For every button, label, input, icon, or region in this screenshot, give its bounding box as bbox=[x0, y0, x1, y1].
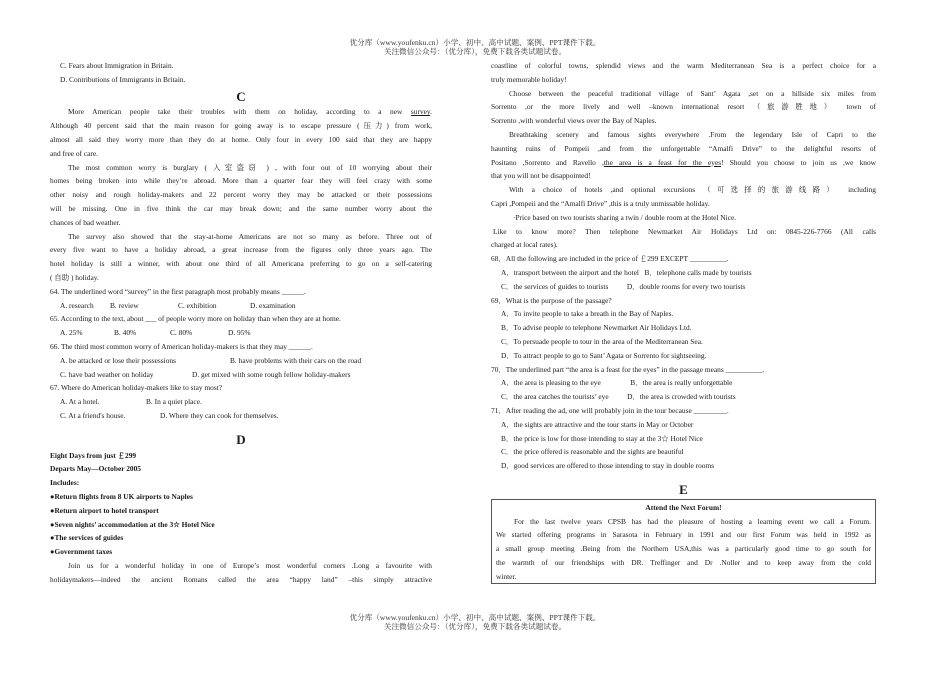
text-line: and free of care. bbox=[50, 148, 99, 158]
question-options bbox=[50, 368, 432, 382]
text-line: truly memorable holiday! bbox=[491, 74, 567, 84]
text-line: other noisy and rough holiday-makers and 22 percent worry they may be attacked or their possessions bbox=[50, 190, 432, 200]
underlined-phrase: the area is a feast for the eyes bbox=[603, 157, 722, 167]
text-line bbox=[50, 105, 432, 119]
left-column bbox=[50, 59, 432, 586]
option-d[interactable]: D．To attract people to go to Sant’ Agata or Sorrento for sightseeing. bbox=[501, 350, 707, 360]
text-line: Sorrento ,with wonderful views over the Bay of Naples. bbox=[491, 116, 657, 126]
question-stem: 67. Where do American holiday-makers like to stay most? bbox=[50, 383, 223, 393]
text-line: almost all said they worry more than they do at home. Only four in every 100 said that they are happy bbox=[50, 134, 432, 144]
ad-summary bbox=[50, 449, 432, 559]
text-line: the warmth of our friendships with DR. Treffinger and Dr .Noller and to keep away from the cold bbox=[496, 557, 871, 567]
text-line: Choose between the peaceful traditional village of Sant’ Agata ,set on a hillside six miles from bbox=[509, 88, 876, 98]
question-options bbox=[50, 299, 432, 313]
question-stem: 68．All the following are included in the price of ￡299 EXCEPT __________. bbox=[491, 254, 729, 264]
option-b[interactable]: B. have problems with their cars on the road bbox=[230, 355, 362, 365]
option-b[interactable]: B．To advise people to telephone Newmarket Air Holidays Ltd. bbox=[501, 323, 692, 333]
question-stem: 71．After reading the ad, one will probably join in the tour because _________. bbox=[491, 405, 729, 415]
section-d-paragraph-1-cont bbox=[491, 59, 876, 87]
text-line: haunting ruins of Pompeii ,and from the unforgettable “Amalfi Drive” to the delightful resorts of bbox=[491, 143, 876, 153]
option-a[interactable]: A．To invite people to take a breath in the Bay of Naples. bbox=[501, 309, 674, 319]
header-line-2: 关注微信公众号：（优分库），免费下载各类试题试卷。 bbox=[383, 47, 567, 56]
text-line: ( 自助 ) holiday. bbox=[50, 272, 99, 282]
text-line: Breathtaking scenery and famous sights everywhere .From the legendary Isle of Capri to the bbox=[509, 129, 876, 139]
option-c[interactable]: C. At a friend's house. bbox=[60, 410, 126, 420]
text-span: Positano ,Sorrento and Ravello , bbox=[491, 157, 604, 167]
option-d[interactable]: D. 95% bbox=[228, 328, 251, 338]
ad-bullet: ●Return flights from 8 UK airports to Naples bbox=[50, 491, 193, 501]
question-options bbox=[50, 395, 432, 409]
option-b[interactable]: B. In a quiet place. bbox=[146, 397, 202, 407]
question-71 bbox=[491, 404, 876, 473]
option-row[interactable]: C．the area catches the tourists’ eye D．the area is crowded with tourists bbox=[501, 392, 736, 402]
option-a[interactable]: A．the sights are attractive and the tour starts in May or October bbox=[501, 419, 694, 429]
text-line: Like to know more? Then telephone Newmarket Air Holidays Ltd on: 0845-226-7766 (All calls bbox=[493, 226, 876, 236]
option-d[interactable]: D．good services are offered to those intending to stay in double rooms bbox=[501, 461, 715, 471]
section-c-paragraph-2 bbox=[50, 161, 432, 230]
text-line: that you will not be disappointed! bbox=[491, 171, 591, 181]
question-68 bbox=[491, 252, 876, 293]
text-line: Sorrento ,or the more lively and well –known international resort （旅游胜地） town of bbox=[491, 102, 876, 112]
text-line: a small group meeting .Being from the Northern USA,this was a particularly good time to go south for bbox=[496, 544, 871, 554]
section-e-heading: E bbox=[679, 481, 688, 497]
option-row[interactable]: A．transport between the airport and the hotel B．telephone calls made by tourists bbox=[501, 267, 752, 277]
question-66 bbox=[50, 340, 432, 381]
question-options bbox=[50, 354, 432, 368]
section-d-paragraph-1 bbox=[50, 559, 432, 587]
option-d[interactable]: D. get mixed with some rough fellow holiday-makers bbox=[192, 369, 351, 379]
text-line: will be missing. One in five think the car may break down; and the same number worry about the bbox=[50, 203, 432, 213]
text-line: homes being broken into while they’re abroad. More than a quarter fear they will feel crazy with some bbox=[50, 176, 432, 186]
option-c[interactable]: C. have bad weather on holiday bbox=[60, 369, 154, 379]
section-d-heading: D bbox=[236, 431, 246, 447]
text-line: coastline of colorful towns, splendid views and the warm Mediterranean Sea is a perfect choice for a bbox=[491, 61, 876, 70]
option-c[interactable]: C. exhibition bbox=[178, 300, 217, 310]
ad-includes: Includes: bbox=[50, 478, 80, 488]
underlined-word-survey: survey bbox=[410, 107, 431, 117]
page-footer bbox=[0, 613, 950, 631]
question-options bbox=[50, 409, 432, 423]
text-line: holidaymakers—indeed the ancient Romans called the area “happy land” –this simply attractive bbox=[50, 574, 432, 584]
question-stem: 65. According to the text, about ___ of people worry more on holiday than when they are at home. bbox=[50, 314, 341, 324]
text-span: ! Should you choose to join us ,we know bbox=[721, 157, 876, 167]
text-line: Although 40 percent said that the main reason for going away is to escape pressure (压力) from work, bbox=[50, 121, 432, 131]
option-a[interactable]: A. be attacked or lose their possessions bbox=[60, 355, 176, 365]
page-header bbox=[0, 38, 950, 56]
option-b[interactable]: B. 40% bbox=[114, 328, 137, 338]
option-c[interactable]: C. 80% bbox=[170, 328, 193, 338]
text-line: hotel holiday is still a winner, with about one third of all Americana preferring to go on a self-catering bbox=[50, 259, 432, 269]
price-note: ·Price based on two tourists sharing a twin / double room at the Hotel Nice. bbox=[513, 212, 737, 222]
text-line bbox=[491, 156, 876, 170]
question-stem: 64. The underlined word “survey” in the first paragraph most probably means ______. bbox=[50, 286, 306, 296]
text-line: We started offering programs in Sarasota in February in 1991 and our first Forum was held in 1992 as bbox=[496, 530, 871, 540]
ad-departs: Departs May—October 2005 bbox=[50, 464, 141, 474]
question-65 bbox=[50, 312, 432, 340]
section-d-paragraph-4 bbox=[491, 183, 876, 211]
question-64 bbox=[50, 285, 432, 313]
contact-info bbox=[491, 225, 876, 253]
option-d[interactable]: D. Where they can cook for themselves. bbox=[160, 410, 279, 420]
option-d[interactable]: D. examination bbox=[250, 300, 296, 310]
option-row[interactable]: A．the area is pleasing to the eye B．the area is really unforgettable bbox=[501, 378, 733, 388]
text-line: The most common worry is burglary ( 入室盗窃 ) , with four out of 10 worrying about their bbox=[68, 162, 432, 172]
option-row[interactable]: C．the services of guides to tourists D．double rooms for every two tourists bbox=[501, 281, 746, 291]
question-stem: 66. The third most common worry of American holiday-makers is that they may ______. bbox=[50, 341, 313, 351]
text-line: Join us for a wonderful holiday in one of Europe’s most wonderful corners .Long a favourite with bbox=[68, 560, 432, 570]
forum-box bbox=[491, 499, 876, 585]
option-b[interactable]: B．the price is low for those intending to stay at the 3☆ Hotel Nice bbox=[501, 433, 703, 443]
option-a[interactable]: A. research bbox=[60, 300, 94, 310]
option-a[interactable]: A. At a hotel. bbox=[60, 397, 100, 407]
ad-bullet: ●Return airport to hotel transport bbox=[50, 505, 159, 515]
question-stem: 69．What is the purpose of the passage? bbox=[491, 295, 612, 305]
section-c-paragraph-3 bbox=[50, 230, 432, 285]
text-line: The survey also showed that the stay-at-home Americans are not so many as before. Three out of bbox=[68, 231, 432, 241]
option-c[interactable]: C．To persuade people to tour in the area of the Mediterranean Sea. bbox=[501, 336, 703, 346]
text-line: For the last twelve years CPSB has had the pleasure of hosting a learning event we call a Forum. bbox=[514, 516, 871, 526]
option-b[interactable]: B. review bbox=[110, 300, 139, 310]
question-stem: 70．The underlined part “the area is a feast for the eyes” in the passage means __________. bbox=[491, 364, 765, 374]
header-line-1: 优分库（www.youfenku.cn）小学、初中、高中试题、案例、PPT课件下载。 bbox=[349, 38, 601, 47]
section-d-paragraph-3 bbox=[491, 128, 876, 183]
text-line: With a choice of hotels ,and optional excursions （可选择的旅游线路） including bbox=[509, 185, 876, 195]
text-span: More American people take their troubles with them on holiday, according to a new bbox=[68, 107, 411, 117]
text-line: winter. bbox=[496, 571, 517, 581]
section-c-paragraph-1 bbox=[50, 105, 432, 160]
prev-option-c: C. Fears about Immigration in Britain. bbox=[60, 61, 174, 70]
right-column bbox=[491, 59, 876, 584]
option-a[interactable]: A. 25% bbox=[60, 328, 83, 338]
text-span: . bbox=[430, 107, 432, 117]
text-line: every five want to have a holiday abroad, a great increase from the figures only three years ago. The bbox=[50, 245, 432, 255]
text-line: charged at local rates). bbox=[491, 240, 558, 250]
text-line: chances of bad weather. bbox=[50, 217, 121, 227]
prev-option-d: D. Contributions of Immigrants in Britain. bbox=[60, 74, 186, 84]
question-67 bbox=[50, 381, 432, 422]
option-c[interactable]: C．the price offered is reasonable and the sights are beautiful bbox=[501, 447, 684, 457]
text-line: Capri ,Pompeii and the “Amalfi Drive” ,this is a truly unmissable holiday. bbox=[491, 198, 710, 208]
ad-price: Eight Days from just ￡299 bbox=[50, 450, 137, 460]
question-69 bbox=[491, 294, 876, 363]
forum-title: Attend the Next Forum! bbox=[645, 502, 722, 512]
footer-line-1: 优分库（www.youfenku.cn）小学、初中、高中试题、案例、PPT课件下载。 bbox=[349, 613, 601, 622]
ad-bullet: ●Seven nights’ accommodation at the 3☆ Hotel Nice bbox=[50, 519, 215, 529]
footer-line-2: 关注微信公众号：（优分库），免费下载各类试题试卷。 bbox=[383, 622, 567, 631]
ad-bullet: ●The services of guides bbox=[50, 533, 124, 543]
section-c-heading: C bbox=[236, 88, 246, 104]
question-70 bbox=[491, 363, 876, 404]
question-options bbox=[50, 326, 432, 340]
section-d-paragraph-2 bbox=[491, 87, 876, 128]
ad-bullet: ●Government taxes bbox=[50, 547, 113, 557]
